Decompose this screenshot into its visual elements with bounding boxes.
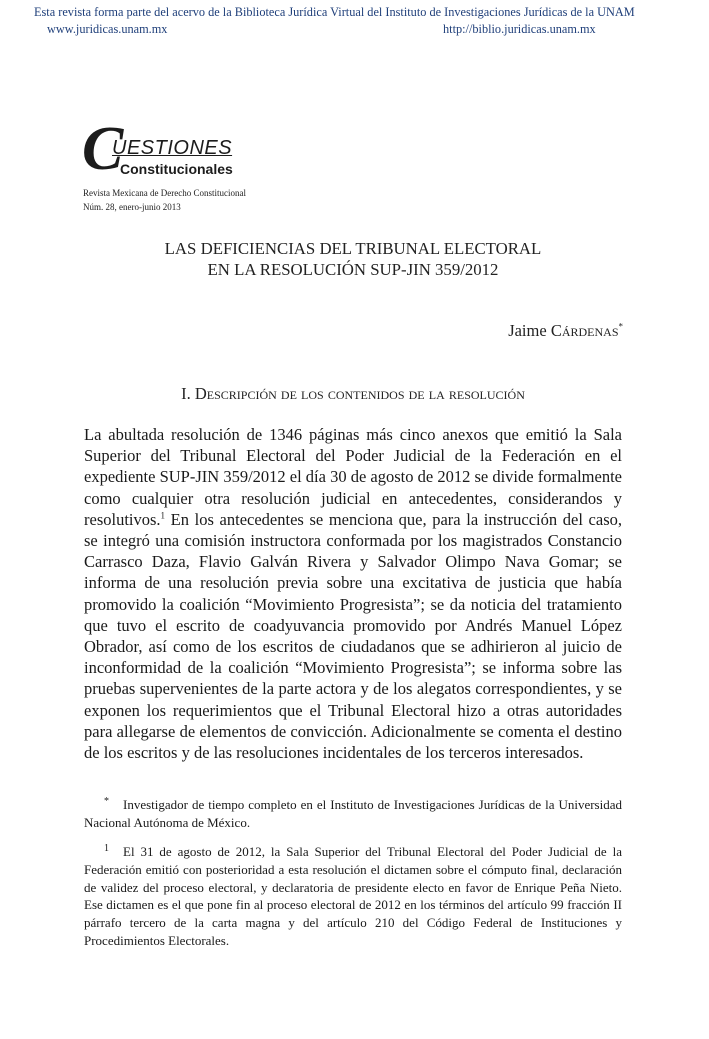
paragraph-part-1: La abultada resolución de 1346 páginas más cinco anexos que emitió la Sala Superior del Tribunal Electoral del Poder Judicial de la Federación en el expediente SUP-JIN 359/2012 el día 30 de agosto de 2012 se divide formalmente como cualquier otra resolución judicial en antecedentes, considerandos y resolutivos. xyxy=(84,425,622,529)
journal-logo xyxy=(82,115,272,183)
section-title: Descripción de los contenidos de la resolución xyxy=(194,384,525,403)
section-number: I. xyxy=(181,384,191,403)
body-text xyxy=(84,424,622,763)
logo-initial: C xyxy=(82,115,122,183)
footnote-text: El 31 de agosto de 2012, la Sala Superior del Tribunal Electoral del Poder Judicial de la Federación emitió con posterioridad a esta resolución el dictamen sobre el cómputo final, declaración de validez del proceso electoral, y declaratoria de presidente electo en favor de Enrique Peña Nieto. Ese dictamen es el que pone fin al proceso electoral de 2012 en los términos del artículo 99 fracción II párrafo tercero de la carta magna y del artículo 210 del Código Federal de Instituciones y Procedimientos Electorales. xyxy=(84,844,622,948)
footnote-mark: * xyxy=(104,795,109,807)
footnote-ref-1[interactable]: 1 xyxy=(160,510,166,521)
logo-word-constitucionales: Constitucionales xyxy=(120,161,233,177)
title-line-1: LAS DEFICIENCIAS DEL TRIBUNAL ELECTORAL xyxy=(164,239,542,258)
author xyxy=(508,321,623,341)
article-title xyxy=(84,238,622,280)
author-first-name: Jaime xyxy=(508,321,547,340)
paragraph-part-2: En los antecedentes se menciona que, para la instrucción del caso, se integró una comisión instructora conformada por los magistrados Constancio Carrasco Daza, Flavio Galván Rivera y Salvador Olimpo Nava Gomar; se informa de una resolución previa sobre una excitativa de justicia que había promovido la coalición “Movimiento Progresista”; se da noticia del tratamiento que tuvo el escrito de coadyuvancia promovido por Andrés Manuel López Obrador, así como de los escritos de ciudadanos que se adhirieron al juicio de inconformidad de la coalición “Movimiento Progresista”; se informa sobre las pruebas supervenientes de la parte actora y de los alegatos correspondientes, y se exponen los requerimientos que el Tribunal Electoral hizo a otras autoridades para allegarse de elementos de convicción. Adicionalmente se comenta el destino de los escritos y de las resoluciones incidentales de los terceros interesados. xyxy=(84,509,622,763)
logo-word-cuestiones: UESTIONES xyxy=(112,137,233,159)
journal-info xyxy=(83,186,246,214)
journal-name: Revista Mexicana de Derecho Constitucional xyxy=(83,188,246,198)
section-heading xyxy=(84,384,622,404)
paragraph xyxy=(84,424,622,763)
title-line-2: EN LA RESOLUCIÓN SUP-JIN 359/2012 xyxy=(207,260,499,279)
juridicas-link[interactable]: www.juridicas.unam.mx xyxy=(47,22,168,36)
footnote-author xyxy=(84,796,622,832)
footnote-1 xyxy=(84,843,622,950)
footnote-text: Investigador de tiempo completo en el Instituto de Investigaciones Jurídicas de la Universidad Nacional Autónoma de México. xyxy=(84,797,622,830)
author-footnote-mark[interactable]: * xyxy=(618,321,623,332)
footnote-mark: 1 xyxy=(104,842,109,854)
library-notice: Esta revista forma parte del acervo de la Biblioteca Jurídica Virtual del Instituto de Investigaciones Jurídicas de la UNAM xyxy=(34,5,635,19)
author-last-name: Cárdenas xyxy=(550,321,619,340)
library-header xyxy=(0,0,709,40)
journal-issue: Núm. 28, enero-junio 2013 xyxy=(83,202,181,212)
biblio-link[interactable]: http://biblio.juridicas.unam.mx xyxy=(443,22,596,36)
